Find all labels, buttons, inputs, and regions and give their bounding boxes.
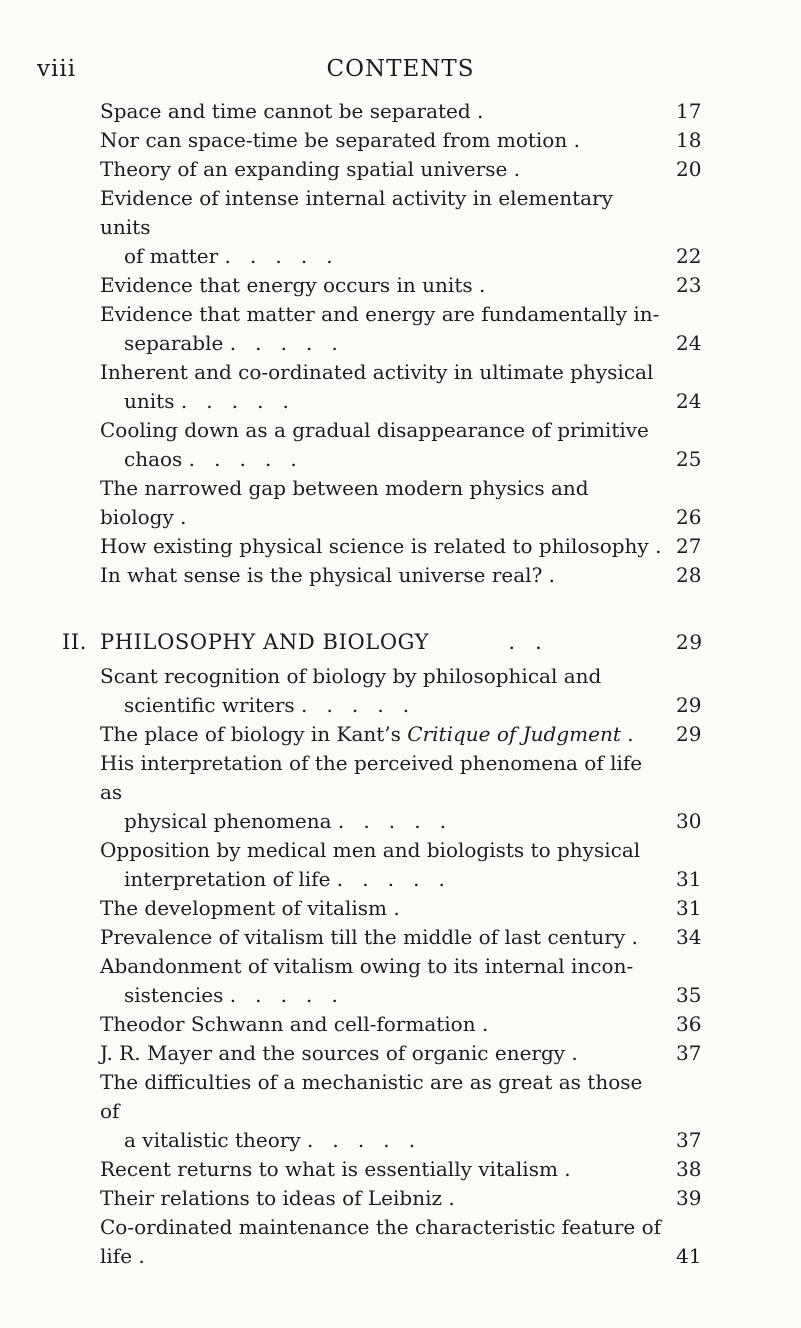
toc-entry	[100, 1010, 720, 1039]
toc-entry-title: Theodor Schwann and cell-formation	[100, 1012, 476, 1036]
toc-entry-text	[100, 1068, 664, 1155]
dot-leader: .	[542, 563, 556, 587]
toc-entry-text	[100, 155, 664, 184]
dot-leader: . . . . .	[218, 244, 333, 268]
toc-entry	[100, 1068, 720, 1155]
toc-entry	[100, 155, 720, 184]
toc-part-1	[100, 97, 720, 590]
toc-entry-text	[100, 358, 664, 416]
toc-entry-title: J. R. Mayer and the sources of organic energy	[100, 1041, 566, 1065]
toc-entry-continuation	[100, 807, 664, 836]
toc-entry	[100, 952, 720, 1010]
dot-leader: .	[475, 1012, 489, 1036]
toc-entry-continuation-text: of matter	[124, 244, 219, 268]
toc-page-number: 31	[676, 896, 702, 920]
table-of-contents	[62, 97, 720, 1271]
toc-page-number: 29	[676, 722, 702, 746]
toc-part-2	[100, 662, 720, 1271]
dot-leader: .	[442, 1186, 455, 1210]
toc-entry	[100, 923, 720, 952]
toc-page-number: 22	[676, 244, 702, 268]
toc-entry-text	[100, 532, 664, 561]
toc-entry-text	[100, 126, 664, 155]
dot-leader: .	[625, 925, 638, 949]
toc-entry-continuation	[100, 387, 664, 416]
toc-entry-text	[100, 1039, 664, 1068]
toc-entry-title: Prevalence of vitalism till the middle of last century	[100, 925, 626, 949]
toc-entry	[100, 836, 720, 894]
toc-entry-continuation-text: separable	[124, 331, 224, 355]
dot-leader: .	[173, 505, 187, 529]
toc-page-number: 28	[676, 563, 702, 587]
toc-entry-continuation	[100, 445, 664, 474]
toc-entry-title: The development of vitalism	[100, 896, 387, 920]
toc-entry-text	[100, 749, 664, 836]
toc-entry-continuation	[100, 329, 664, 358]
toc-page-number: 38	[676, 1157, 702, 1181]
toc-page-number: 29	[676, 693, 702, 717]
toc-entry-continuation	[100, 865, 664, 894]
toc-entry	[100, 561, 720, 590]
toc-page-number: 36	[676, 1012, 702, 1036]
toc-page-number: 37	[676, 1041, 702, 1065]
dot-leader: . . . . .	[174, 389, 289, 413]
toc-entry-continuation-text: a vitalistic theory	[124, 1128, 301, 1152]
dot-leader: .	[557, 1157, 571, 1181]
section-title: PHILOSOPHY AND BIOLOGY	[100, 630, 430, 654]
dot-leader: . .	[508, 630, 542, 654]
toc-entry	[100, 184, 720, 271]
toc-entry-continuation-text: units	[124, 389, 175, 413]
toc-page-number: 24	[676, 331, 702, 355]
toc-entry-title: Inherent and co-ordinated activity in ultimate physical	[100, 360, 654, 384]
toc-entry-continuation-text: sistencies	[124, 983, 224, 1007]
dot-leader: . . . . .	[294, 693, 410, 717]
dot-leader: .	[648, 534, 662, 558]
toc-entry-text	[100, 1010, 664, 1039]
toc-entry	[100, 1155, 720, 1184]
toc-entry	[100, 720, 720, 749]
toc-entry-text	[100, 474, 664, 532]
toc-page-number: 30	[676, 809, 702, 833]
toc-entry-continuation-text: chaos	[124, 447, 183, 471]
toc-entry	[100, 1213, 720, 1271]
toc-page-number: 31	[676, 867, 702, 891]
dot-leader: . . . . .	[223, 331, 338, 355]
toc-page-number: 41	[676, 1244, 702, 1268]
running-head: CONTENTS	[326, 56, 475, 82]
toc-page-number: 18	[676, 128, 702, 152]
toc-entry-continuation	[100, 242, 664, 271]
toc-entry-text	[100, 836, 664, 894]
toc-entry-title: Recent returns to what is essentially vitalism	[100, 1157, 558, 1181]
dot-leader: . . . . .	[182, 447, 297, 471]
toc-entry-title: Cooling down as a gradual disappearance of primitive	[100, 418, 649, 442]
toc-entry-title: In what sense is the physical universe real?	[100, 563, 543, 587]
toc-entry-text	[100, 97, 664, 126]
toc-entry-text	[100, 894, 664, 923]
toc-entry-continuation	[100, 691, 664, 720]
dot-leader: .	[132, 1244, 145, 1268]
dot-leader: .	[507, 157, 521, 181]
dot-leader: .	[567, 128, 580, 152]
toc-entry-title: Evidence of intense internal activity in elementary units	[100, 186, 613, 239]
toc-entry-title: Abandonment of vitalism owing to its internal incon-	[100, 954, 634, 978]
toc-page-number: 27	[676, 534, 702, 558]
toc-entry-text	[100, 952, 664, 1010]
toc-entry-text	[100, 561, 664, 590]
dot-leader: .	[386, 896, 400, 920]
toc-entry	[100, 474, 720, 532]
toc-entry	[100, 894, 720, 923]
toc-entry	[100, 749, 720, 836]
dot-leader: .	[620, 722, 634, 746]
toc-entry	[100, 416, 720, 474]
dot-leader: . . . . .	[330, 867, 445, 891]
dot-leader: .	[472, 273, 486, 297]
toc-entry-continuation	[100, 1126, 664, 1155]
toc-entry	[100, 1039, 720, 1068]
toc-entry-title: Nor can space-time be separated from motion	[100, 128, 568, 152]
dot-leader: .	[470, 99, 484, 123]
toc-page-number: 26	[676, 505, 702, 529]
section-page: 29	[676, 630, 703, 654]
toc-entry-title: Evidence that energy occurs in units	[100, 273, 473, 297]
toc-entry-continuation-text: interpretation of life	[124, 867, 331, 891]
toc-page-number: 39	[676, 1186, 702, 1210]
toc-entry-title: The narrowed gap between modern physics and biology	[100, 476, 589, 529]
toc-page-number: 20	[676, 157, 702, 181]
section-heading	[62, 622, 720, 662]
toc-entry-text	[100, 1155, 664, 1184]
toc-page-number: 25	[676, 447, 702, 471]
toc-entry-text	[100, 662, 664, 720]
toc-entry-title: Opposition by medical men and biologists to physical	[100, 838, 641, 862]
dot-leader: . . . . .	[223, 983, 338, 1007]
dot-leader: . . . . .	[331, 809, 447, 833]
toc-entry-text	[100, 1184, 664, 1213]
toc-entry-continuation-text: scientific writers	[124, 693, 295, 717]
toc-entry	[100, 662, 720, 720]
toc-entry	[100, 1184, 720, 1213]
toc-entry-continuation-text: physical phenomena	[124, 809, 332, 833]
dot-leader: . . . . .	[300, 1128, 416, 1152]
toc-page-number: 37	[676, 1128, 702, 1152]
toc-entry-title: Their relations to ideas of Leibniz	[100, 1186, 443, 1210]
toc-entry-text	[100, 271, 664, 300]
toc-entry-continuation	[100, 981, 664, 1010]
toc-entry-title: How existing physical science is related to philosophy	[100, 534, 649, 558]
toc-page-number: 24	[676, 389, 702, 413]
toc-page-number: 34	[676, 925, 702, 949]
toc-entry-title: Evidence that matter and energy are fundamentally in-	[100, 302, 660, 326]
toc-entry	[100, 97, 720, 126]
toc-entry-title: Space and time cannot be separated	[100, 99, 471, 123]
toc-page-number: 23	[676, 273, 702, 297]
toc-entry-title: The place of biology in Kant’s	[100, 722, 401, 746]
toc-entry	[100, 358, 720, 416]
toc-entry-text	[100, 720, 664, 749]
toc-entry	[100, 532, 720, 561]
toc-entry-title: Scant recognition of biology by philosophical and	[100, 664, 602, 688]
toc-entry-title: The difficulties of a mechanistic are as great as those of	[100, 1070, 643, 1123]
toc-page-number: 17	[676, 99, 702, 123]
toc-entry-title: His interpretation of the perceived phenomena of life as	[100, 751, 643, 804]
toc-entry-text	[100, 923, 664, 952]
toc-entry	[100, 300, 720, 358]
toc-entry-italic-title: Critique of Judgment	[407, 722, 621, 746]
toc-entry	[100, 126, 720, 155]
toc-entry-text	[100, 1213, 664, 1271]
toc-entry-text	[100, 184, 664, 271]
page-folio: viii	[37, 56, 77, 82]
toc-entry	[100, 271, 720, 300]
section-numeral: II.	[62, 630, 88, 654]
dot-leader: .	[565, 1041, 578, 1065]
toc-entry-title: Theory of an expanding spatial universe	[100, 157, 508, 181]
toc-page-number: 35	[676, 983, 702, 1007]
toc-entry-text	[100, 416, 664, 474]
toc-entry-text	[100, 300, 664, 358]
toc-entry-title: Co-ordinated maintenance the characteristic feature of life	[100, 1215, 662, 1268]
